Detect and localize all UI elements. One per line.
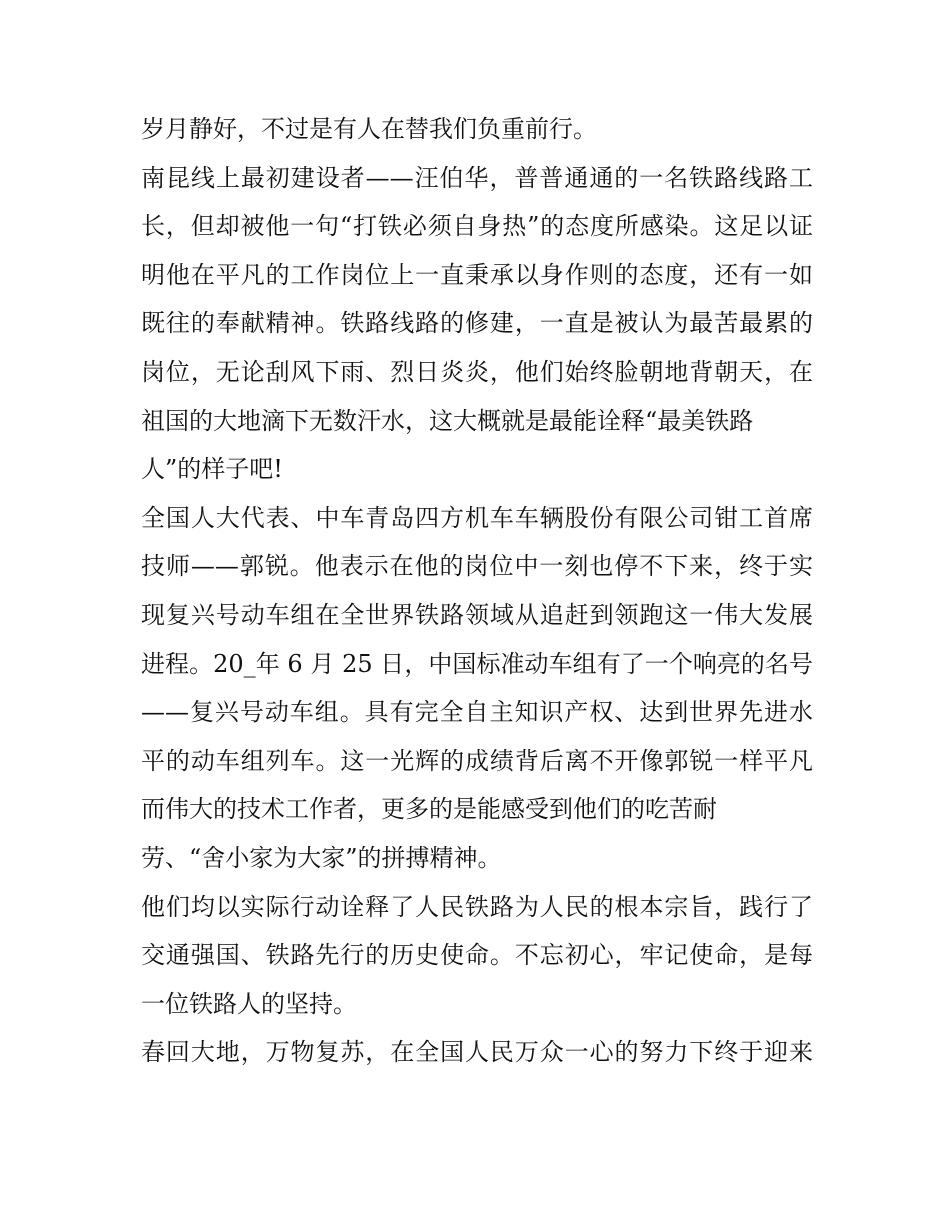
text-line-6: 岗位，无论刮风下雨、烈日炎炎，他们始终脸朝地背朝天，在 [141,357,813,386]
text-line-4: 明他在平凡的工作岗位上一直秉承以身作则的态度，还有一如 [141,260,813,289]
document-body [141,105,813,1077]
text-line-2: 南昆线上最初建设者——汪伯华，普普通通的一名铁路线路工 [141,163,813,192]
text-line-5: 既往的奉献精神。铁路线路的修建，一直是被认为最苦最累的 [141,309,813,338]
text-line-15: 而伟大的技术工作者，更多的是能感受到他们的吃苦耐 [141,795,717,824]
text-line-10: 技师——郭锐。他表示在他的岗位中一刻也停不下来，终于实 [141,552,813,581]
text-line-9: 全国人大代表、中车青岛四方机车车辆股份有限公司钳工首席 [141,503,813,532]
text-line-17: 他们均以实际行动诠释了人民铁路为人民的根本宗旨，践行了 [141,892,813,921]
text-line-16: 劳、“舍小家为大家”的拼搏精神。 [141,843,502,872]
text-line-13: ——复兴号动车组。具有完全自主知识产权、达到世界先进水 [141,698,813,727]
text-line-14: 平的动车组列车。这一光辉的成绩背后离不开像郭锐一样平凡 [141,746,813,775]
text-line-12: 进程。20_年 6 月 25 日，中国标准动车组有了一个响亮的名号 [141,649,813,678]
text-line-11: 现复兴号动车组在全世界铁路领域从追赶到领跑这一伟大发展 [141,600,813,629]
text-line-19: 一位铁路人的坚持。 [141,989,357,1018]
text-line-20: 春回大地，万物复苏，在全国人民万众一心的努力下终于迎来 [141,1038,813,1067]
text-line-8: 人”的样子吧! [141,455,283,484]
text-line-1: 岁月静好，不过是有人在替我们负重前行。 [141,115,597,143]
text-line-18: 交通强国、铁路先行的历史使命。不忘初心，牢记使命，是每 [141,941,813,970]
text-line-7: 祖国的大地滴下无数汗水，这大概就是最能诠释“最美铁路 [141,406,754,435]
text-line-3: 长，但却被他一句“打铁必须自身热”的态度所感染。这足以证 [141,212,813,241]
